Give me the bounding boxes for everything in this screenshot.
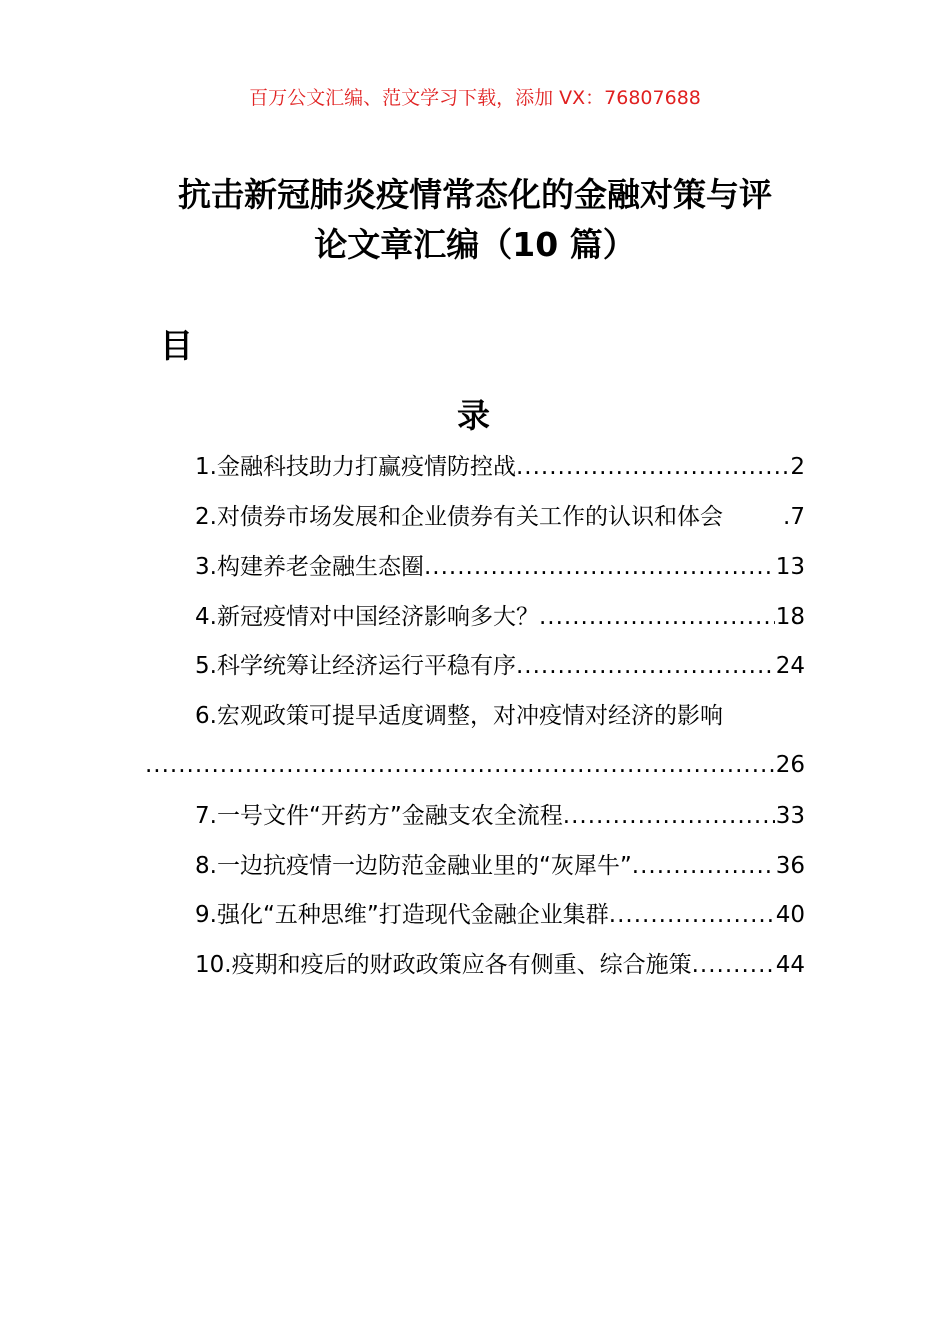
document-title-line-1: 抗击新冠肺炎疫情常态化的金融对策与评 [178, 175, 772, 214]
download-notice: 百万公文汇编、范文学习下载，添加 VX：76807688 [249, 87, 701, 109]
toc-page-number: 44 [775, 952, 805, 978]
toc-leader-dots [563, 798, 775, 834]
toc-entry-6[interactable] [195, 698, 805, 734]
toc-leader-dots [516, 648, 775, 684]
toc-entry-3[interactable] [195, 549, 805, 585]
toc-entry-1[interactable] [195, 449, 805, 485]
toc-page-number: 18 [775, 604, 805, 630]
toc-entry-title: 1.金融科技助力打赢疫情防控战 [195, 454, 516, 480]
toc-entry-title: 5.科学统筹让经济运行平稳有序 [195, 653, 516, 679]
toc-heading-part-1: 目 [160, 326, 193, 365]
toc-entry-title: 2.对债券市场发展和企业债券有关工作的认识和体会 [195, 504, 723, 530]
toc-leader-dots [632, 848, 775, 884]
toc-leader-dots [424, 549, 775, 585]
toc-entry-title: 9.强化“五种思维”打造现代金融企业集群 [195, 902, 609, 928]
toc-page-number: 36 [775, 853, 805, 879]
toc-page-number: 33 [775, 803, 805, 829]
toc-leader-dots [609, 897, 775, 933]
toc-entry-title: 8.一边抗疫情一边防范金融业里的“灰犀牛” [195, 853, 632, 879]
toc-page-number: 2 [790, 454, 805, 480]
toc-entry-title: 10.疫期和疫后的财政政策应各有侧重、综合施策 [195, 952, 692, 978]
toc-entry-title: 3.构建养老金融生态圈 [195, 554, 424, 580]
document-title-line-2: 论文章汇编（10 篇） [314, 225, 636, 264]
document-title [150, 170, 800, 270]
toc-heading-part-2: 录 [457, 396, 490, 435]
toc-page-number: .7 [783, 504, 805, 530]
toc-entry-9[interactable] [195, 897, 805, 933]
toc-page-number: 24 [775, 653, 805, 679]
toc-entry-5[interactable] [195, 648, 805, 684]
toc-page-number: 26 [775, 752, 805, 778]
toc-entry-title: 7.一号文件“开药方”金融支农全流程 [195, 803, 563, 829]
toc-leader-dots [145, 747, 775, 783]
toc-entry-4[interactable] [195, 599, 805, 635]
toc-page-number: 13 [775, 554, 805, 580]
toc-leader-dots [692, 947, 775, 983]
toc-leader-dots [539, 599, 775, 635]
toc-entry-7[interactable] [195, 798, 805, 834]
toc-entry-2[interactable] [195, 499, 805, 535]
toc-entry-10[interactable] [195, 947, 805, 983]
toc-entry-6-continuation[interactable] [145, 747, 805, 783]
toc-leader-dots [516, 449, 789, 485]
toc-entry-title: 6.宏观政策可提早适度调整，对冲疫情对经济的影响 [195, 703, 723, 729]
toc-entry-8[interactable] [195, 848, 805, 884]
toc-entry-title: 4.新冠疫情对中国经济影响多大？ [195, 604, 539, 630]
toc-page-number: 40 [775, 902, 805, 928]
